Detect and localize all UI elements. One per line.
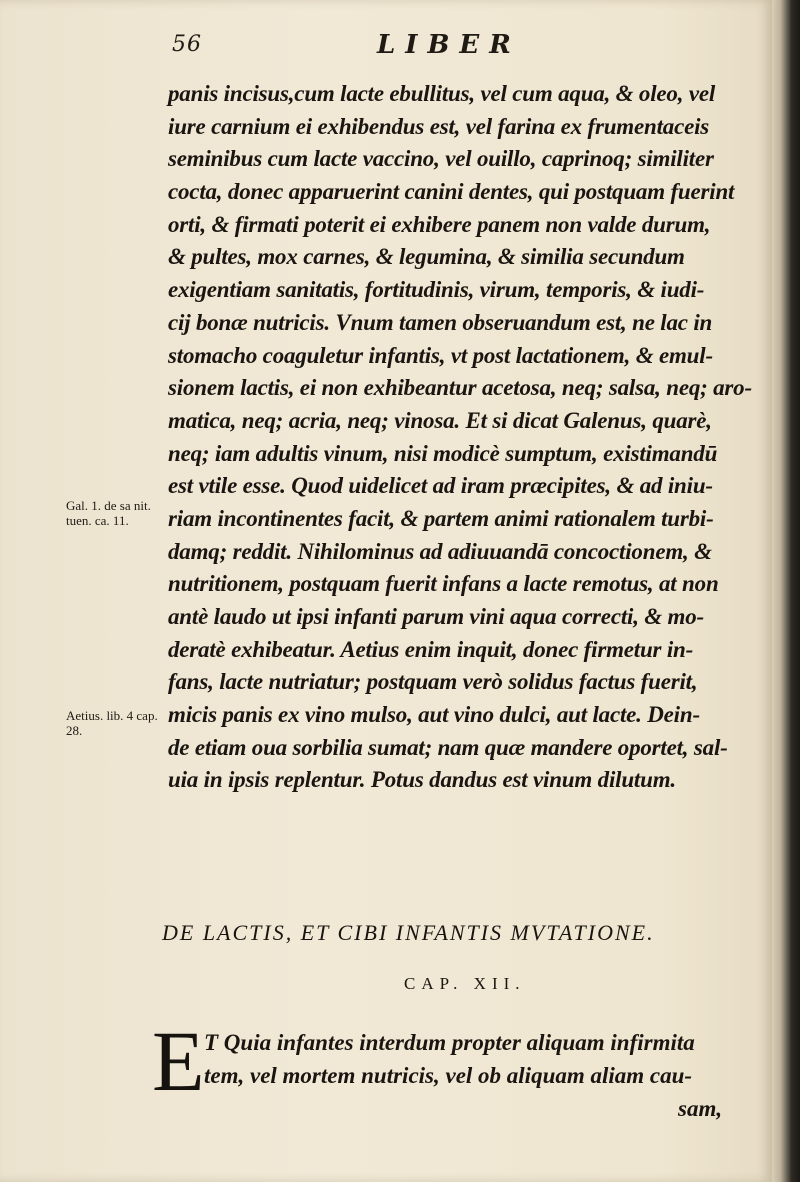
- chapter-heading: DE LACTIS, ET CIBI INFANTIS MVTATIONE.: [162, 920, 655, 945]
- drop-cap: E: [152, 1013, 205, 1109]
- text-line: deratè exhibeatur. Aetius enim inquit, donec firmetur in-: [168, 636, 694, 662]
- chapter-number: CAP. XII.: [404, 974, 526, 993]
- text-line: nutritionem, postquam fuerit infans a lacte remotus, at non: [168, 571, 719, 597]
- text-line: est vtile esse. Quod uidelicet ad iram præcipites, & ad iniu-: [168, 473, 713, 499]
- running-head-title: LIBER: [377, 30, 521, 60]
- text-line: antè laudo ut ipsi infanti parum vini aqua correcti, & mo-: [168, 604, 704, 629]
- text-line: stomacho coaguletur infantis, vt post lactationem, & emul-: [168, 342, 713, 368]
- text-line: matica, neq; acria, neq; vinosa. Et si dicat Galenus, quarè,: [168, 407, 712, 433]
- text-line: fans, lacte nutriatur; postquam verò solidus factus fuerit,: [168, 669, 698, 695]
- text-line: exigentiam sanitatis, fortitudinis, virum, temporis, & iudi-: [168, 277, 705, 303]
- text-line: neq; iam adultis vinum, nisi modicè sumptum, existimandū: [168, 440, 718, 466]
- text-line: panis incisus,cum lacte ebullitus, vel cum aqua, & oleo, vel: [168, 81, 716, 106]
- text-line: seminibus cum lacte vaccino, vel ouillo, caprinoq; similiter: [168, 146, 714, 172]
- text-line: cij bonæ nutricis. Vnum tamen obseruandum est, ne lac in: [168, 309, 713, 335]
- text-line: sionem lactis, ei non exhibeantur acetosa, neq; salsa, neq; aro-: [168, 375, 752, 401]
- text-line: de etiam oua sorbilia sumat; nam quæ mandere oportet, sal-: [168, 734, 728, 760]
- page-number: 56: [172, 32, 202, 57]
- text-line: micis panis ex vino mulso, aut vino dulci, aut lacte. Dein-: [168, 702, 700, 728]
- running-head: [172, 30, 632, 64]
- text-line: iure carnium ei exhibendus est, vel farina ex frumentaceis: [168, 113, 710, 139]
- text-line: tem, vel mortem nutricis, vel ob aliquam aliam cau-: [204, 1063, 693, 1088]
- chapter-text: [204, 1026, 769, 1125]
- text-line: damq; reddit. Nihilominus ad adiuuandā concoctionem, &: [168, 538, 712, 564]
- text-line: cocta, donec apparuerint canini dentes, qui postquam fuerint: [168, 179, 735, 205]
- text-line: sam,: [678, 1096, 723, 1121]
- margin-note-galen: Gal. 1. de sa nit. tuen. ca. 11.: [66, 498, 151, 528]
- text-line: orti, & firmati poterit ei exhibere panem non valde durum,: [168, 211, 711, 237]
- text-line: T Quia infantes interdum propter aliquam infirmita: [204, 1030, 695, 1055]
- text-line: uia in ipsis replentur. Potus dandus est vinum dilutum.: [168, 767, 676, 793]
- text-line: riam incontinentes facit, & partem animi rationalem turbi-: [168, 505, 714, 531]
- page-edge: [772, 0, 800, 1182]
- body-text: [168, 78, 768, 797]
- margin-note-aetius: Aetius. lib. 4 cap. 28.: [66, 708, 158, 738]
- text-line: & pultes, mox carnes, & legumina, & similia secundum: [168, 244, 685, 270]
